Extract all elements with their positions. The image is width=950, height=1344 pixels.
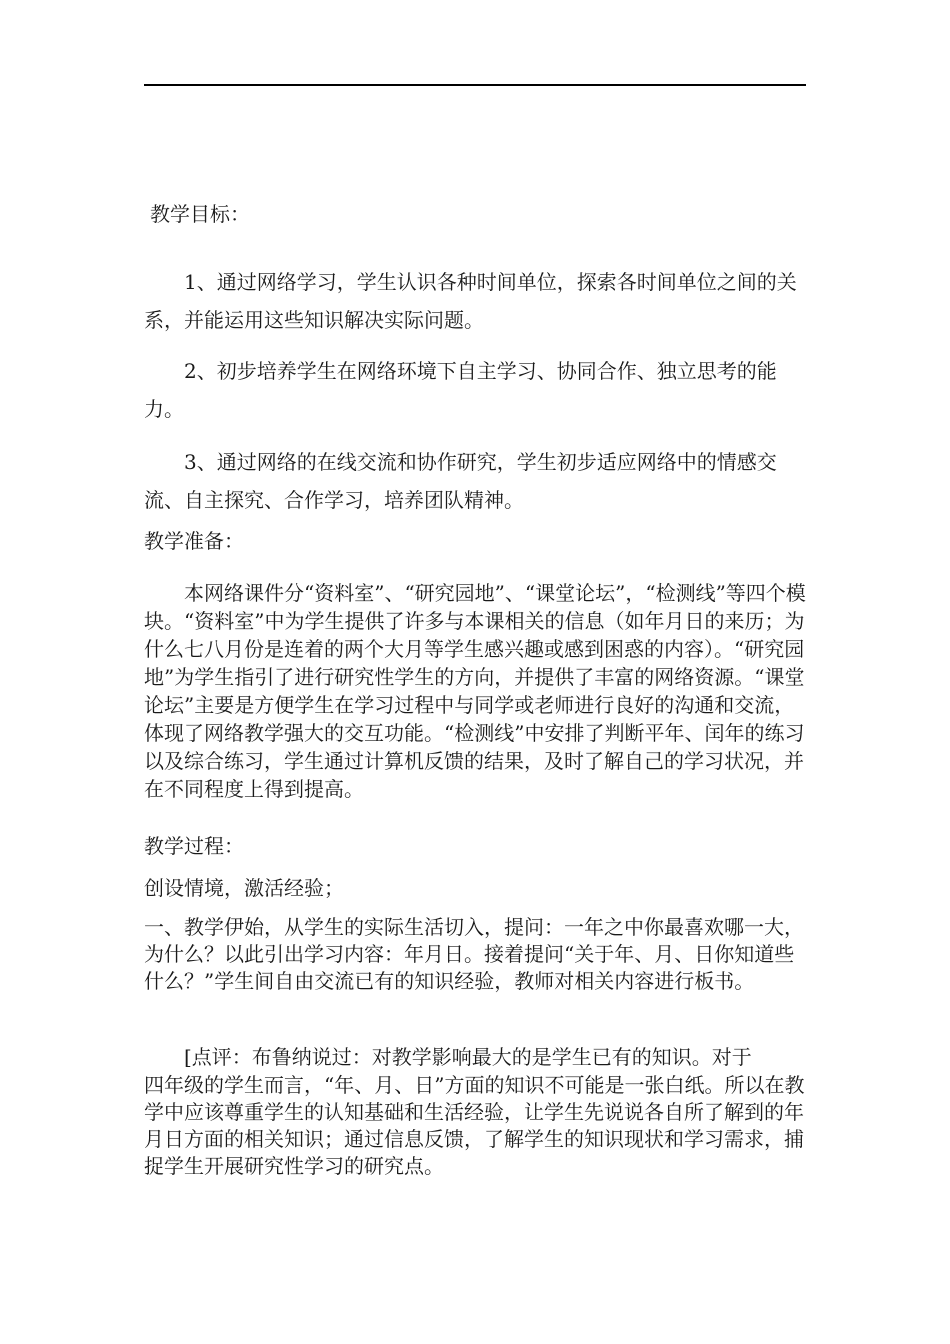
objective-item: 1、通过网络学习，学生认识各种时间单位，探索各时间单位之间的关系，并能运用这些知识解决实际问题。: [144, 270, 797, 332]
objective-item: 2、初步培养学生在网络环境下自主学习、协同合作、独立思考的能力。: [144, 359, 777, 421]
step-heading: 创设情境，激活经验；: [144, 876, 344, 900]
preparation-heading: 教学准备：: [144, 529, 244, 553]
step-one-paragraph: 一、教学伊始，从学生的实际生活切入，提问：一年之中你最喜欢哪一大，为什么？以此引出学习内容：年月日。接着提问“关于年、月、日你知道些什么？”学生间自由交流已有的知识经验，教师对相关内容进行板书。: [144, 915, 804, 993]
objectives-heading: 教学目标：: [150, 202, 250, 226]
process-heading: 教学过程：: [144, 834, 244, 858]
preparation-paragraph: 本网络课件分“资料室”、“研究园地”、“课堂论坛”，“检测线”等四个模块。“资料室”中为学生提供了许多与本课相关的信息（如年月日的来历；为什么七八月份是连着的两个大月等学生感兴趣或感到困惑的内容）。“研究园地”为学生指引了进行研究性学生的方向，并提供了丰富的网络资源。“课堂论坛”主要是方便学生在学习过程中与同学或老师进行良好的沟通和交流，体现了网络教学强大的交互功能。“检测线”中安排了判断平年、闰年的练习以及综合练习，学生通过计算机反馈的结果，及时了解自己的学习状况，并在不同程度上得到提高。: [144, 581, 806, 801]
commentary-first-line: [点评：布鲁纳说过：对教学影响最大的是学生已有的知识。对于: [184, 1045, 752, 1069]
header-rule: [144, 84, 806, 86]
commentary-paragraph: 四年级的学生而言，“年、月、日”方面的知识不可能是一张白纸。所以在教学中应该尊重学生的认知基础和生活经验，让学生先说说各自所了解到的年月日方面的相关知识；通过信息反馈，了解学生的知识现状和学习需求，捕捉学生开展研究性学习的研究点。: [144, 1073, 805, 1178]
objective-item: 3、通过网络的在线交流和协作研究，学生初步适应网络中的情感交流、自主探究、合作学习，培养团队精神。: [144, 450, 777, 512]
